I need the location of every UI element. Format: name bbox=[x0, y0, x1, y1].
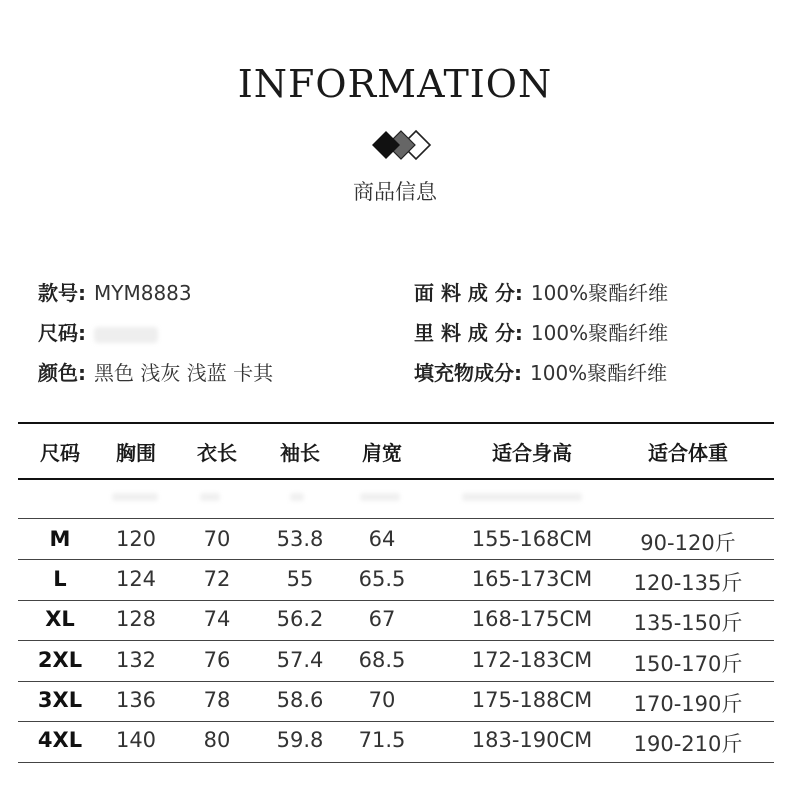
col-header-weight: 适合体重 bbox=[648, 441, 728, 465]
size-row bbox=[38, 317, 158, 346]
cell-chest: 128 bbox=[115, 607, 157, 631]
lining-label: 里 料 成 分: bbox=[414, 321, 523, 345]
size-value-blurred bbox=[94, 327, 158, 343]
page-title: INFORMATION bbox=[237, 62, 553, 106]
row-divider bbox=[18, 721, 774, 722]
cell-sleeve: 55 bbox=[286, 567, 314, 591]
diamond-cluster-icon bbox=[364, 127, 434, 167]
cell-length: 80 bbox=[203, 728, 231, 752]
cell-size: 3XL bbox=[37, 688, 83, 712]
cell-chest: 120 bbox=[115, 527, 157, 551]
row-divider bbox=[18, 518, 774, 519]
row-divider bbox=[18, 681, 774, 682]
col-header-height: 适合身高 bbox=[492, 441, 572, 465]
cell-weight: 190-210斤 bbox=[633, 732, 743, 756]
row-divider bbox=[18, 640, 774, 641]
page-subtitle: 商品信息 bbox=[353, 180, 437, 204]
cell-length: 70 bbox=[203, 527, 231, 551]
cell-shoulder: 68.5 bbox=[358, 648, 406, 672]
fabric-row bbox=[414, 277, 668, 306]
cell-height: 165-173CM bbox=[471, 567, 593, 591]
style-number-row bbox=[38, 277, 192, 306]
cell-weight: 120-135斤 bbox=[633, 571, 743, 595]
blurred-cell bbox=[200, 493, 220, 501]
filling-value: 100%聚酯纤维 bbox=[530, 361, 668, 385]
table-bottom-rule bbox=[18, 762, 774, 763]
size-label: 尺码: bbox=[38, 321, 86, 345]
lining-value: 100%聚酯纤维 bbox=[530, 321, 669, 345]
cell-weight: 170-190斤 bbox=[633, 692, 743, 716]
cell-size: 4XL bbox=[37, 728, 83, 752]
row-divider bbox=[18, 600, 774, 601]
color-row bbox=[38, 357, 273, 386]
cell-sleeve: 57.4 bbox=[276, 648, 324, 672]
cell-shoulder: 64 bbox=[368, 527, 396, 551]
cell-sleeve: 59.8 bbox=[276, 728, 324, 752]
cell-size: L bbox=[53, 567, 67, 591]
table-header-rule bbox=[18, 478, 774, 480]
cell-weight: 135-150斤 bbox=[633, 611, 743, 635]
cell-height: 183-190CM bbox=[471, 728, 593, 752]
col-header-chest: 胸围 bbox=[116, 441, 156, 465]
filling-row bbox=[414, 357, 667, 386]
col-header-shoulder: 肩宽 bbox=[362, 441, 402, 465]
cell-chest: 136 bbox=[115, 688, 157, 712]
table-top-rule bbox=[18, 422, 774, 424]
col-header-length: 衣长 bbox=[197, 441, 237, 465]
cell-height: 155-168CM bbox=[471, 527, 593, 551]
cell-height: 175-188CM bbox=[471, 688, 593, 712]
blurred-cell bbox=[360, 493, 400, 501]
cell-weight: 90-120斤 bbox=[640, 531, 736, 555]
color-label: 颜色: bbox=[38, 361, 86, 385]
cell-size: XL bbox=[45, 607, 75, 631]
diamond-black-icon bbox=[372, 131, 400, 159]
cell-length: 76 bbox=[203, 648, 231, 672]
style-number-value: MYM8883 bbox=[94, 281, 192, 305]
filling-label: 填充物成分: bbox=[414, 361, 522, 385]
cell-shoulder: 67 bbox=[368, 607, 396, 631]
cell-weight: 150-170斤 bbox=[633, 652, 743, 676]
cell-sleeve: 58.6 bbox=[276, 688, 324, 712]
cell-chest: 132 bbox=[115, 648, 157, 672]
color-value: 黑色 浅灰 浅蓝 卡其 bbox=[94, 361, 274, 385]
cell-length: 78 bbox=[203, 688, 231, 712]
style-number-label: 款号: bbox=[38, 281, 86, 305]
cell-size: 2XL bbox=[37, 648, 83, 672]
cell-shoulder: 65.5 bbox=[358, 567, 406, 591]
cell-sleeve: 53.8 bbox=[276, 527, 324, 551]
cell-length: 74 bbox=[203, 607, 231, 631]
col-header-size: 尺码 bbox=[40, 441, 80, 465]
cell-size: M bbox=[49, 527, 71, 551]
fabric-label: 面 料 成 分: bbox=[414, 281, 523, 305]
row-divider bbox=[18, 559, 774, 560]
lining-row bbox=[414, 317, 668, 346]
blurred-cell bbox=[112, 493, 158, 501]
cell-sleeve: 56.2 bbox=[276, 607, 324, 631]
col-header-sleeve: 袖长 bbox=[280, 441, 320, 465]
cell-height: 172-183CM bbox=[471, 648, 593, 672]
cell-shoulder: 71.5 bbox=[358, 728, 406, 752]
fabric-value: 100%聚酯纤维 bbox=[530, 281, 669, 305]
cell-length: 72 bbox=[203, 567, 231, 591]
cell-shoulder: 70 bbox=[368, 688, 396, 712]
blurred-cell bbox=[462, 493, 582, 501]
cell-chest: 140 bbox=[115, 728, 157, 752]
cell-chest: 124 bbox=[115, 567, 157, 591]
blurred-cell bbox=[290, 493, 304, 501]
cell-height: 168-175CM bbox=[471, 607, 593, 631]
